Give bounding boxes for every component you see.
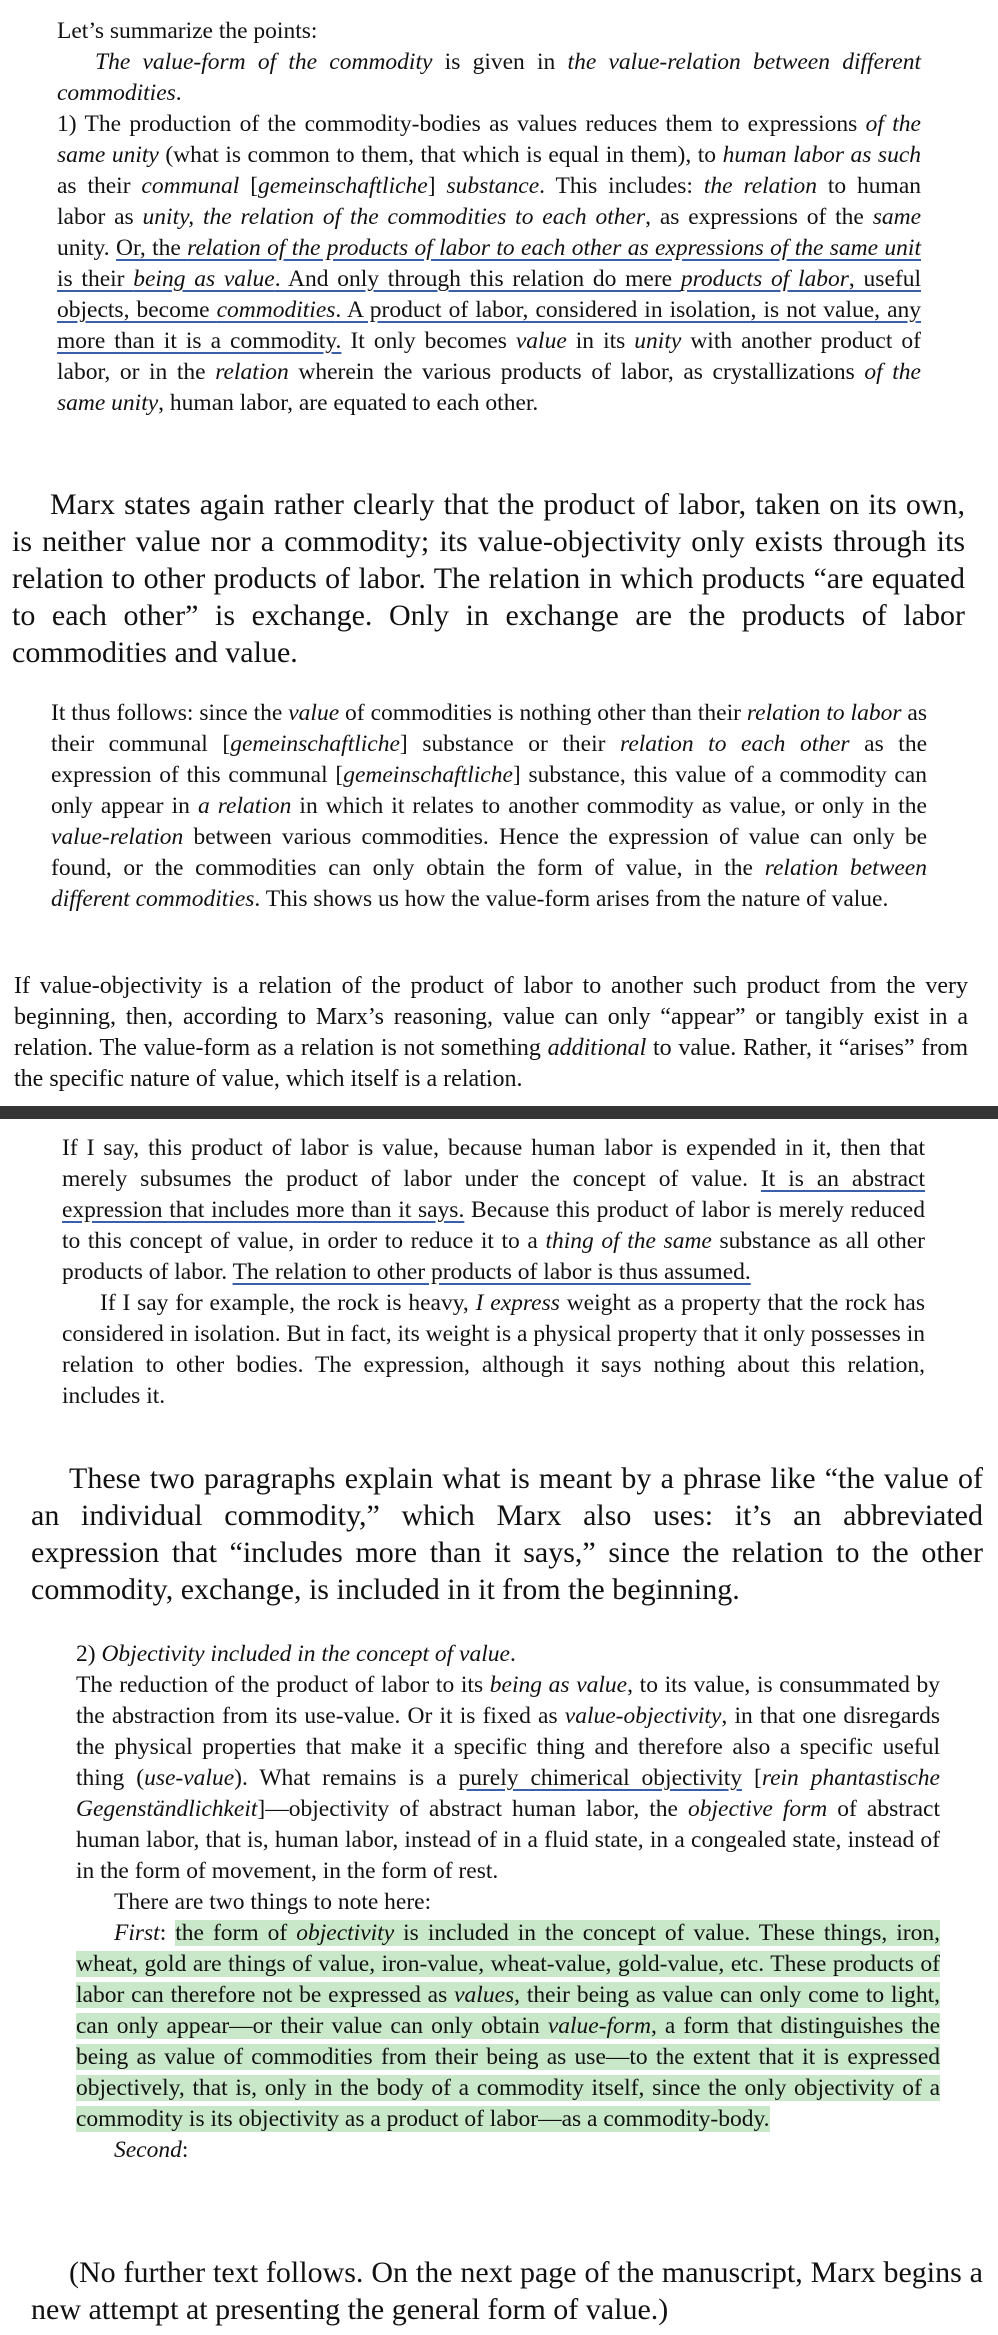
text-span: : (181, 2137, 189, 2163)
emphasis: gemeinschaftliche (343, 762, 513, 788)
emphasis: value-objectivity (564, 1703, 722, 1729)
text-span: weight as a property that the rock has considered in isolation. But in fact, its weight is a physical property that it only possesses in relation to other bodies. The expression, although it says nothing about this relation, includes it. (62, 1290, 926, 1409)
emphasis: of the same unity (57, 359, 921, 416)
page-separator (0, 1106, 998, 1119)
quote-lead (57, 47, 921, 109)
text-span: , useful objects, become (57, 266, 921, 323)
text-span: with another product of labor, or in the (57, 328, 921, 385)
text-span: the form of (175, 1920, 297, 1946)
text-span: as their communal [ (51, 700, 928, 757)
emphasis: value-form (547, 2013, 651, 2039)
text-span: wherein the various products of labor, as crystallizations (288, 359, 865, 385)
emphasis: values (454, 1982, 515, 2008)
emphasis: unity (634, 328, 682, 354)
emphasis: a relation (197, 793, 292, 819)
text-span: . A product of labor, considered in isolation, is not value, any more than it is a commodity. (57, 297, 922, 354)
emphasis: objectivity (296, 1920, 395, 1946)
emphasis: products of labor (680, 266, 849, 292)
text-span: It thus follows: since the (51, 700, 289, 726)
quote-lead-term: The value-form of the commodity (95, 49, 433, 75)
text-span: Because this product of labor is merely reduced to this concept of value, in order to reduce it to a (62, 1197, 925, 1254)
text-span: , human labor, are equated to each other. (158, 390, 539, 416)
text-span: as their (57, 173, 142, 199)
emphasis: human labor as such (722, 142, 921, 168)
quote-paragraph (76, 1918, 940, 2135)
text-span: [ (239, 173, 259, 199)
text-span: ). What remains is a (234, 1765, 459, 1791)
text-span: , a form that distinguishes the being as value of commodities from their being as use—to the extent that it is expressed objectively, that is, only in the body of a commodity itself, since the only objectivity of a commodity is its objectivity as a product of labor—as a commodity-body. (76, 2013, 941, 2132)
text-span: to value. Rather, it “arises” from the specific nature of value, which itself is a relation. (14, 1035, 968, 1092)
quote-paragraph (51, 698, 927, 915)
text-span: as the expression of this communal [ (51, 731, 927, 788)
emphasis: same (872, 204, 921, 230)
text-span: 1) The production of the commodity-bodies as values reduces them to expressions (57, 111, 866, 137)
quote-paragraph (62, 1133, 925, 1288)
text-span: . And only through this relation do mere (274, 266, 681, 292)
emphasis: unity, the relation of the commodities to each other (142, 204, 646, 230)
emphasis: the relation (703, 173, 817, 199)
quote-lead-term: the value-relation between different commodities (57, 49, 921, 106)
section-heading (76, 1639, 940, 1670)
underlined-passage: purely chimerical objectivity (458, 1765, 743, 1791)
text-span: Or, the (116, 235, 188, 261)
commentary-3: These two paragraphs explain what is meant by a phrase like “the value of an individual commodity,” which Marx also uses: it’s an abbreviated expression that “includes more than it says,” since the relation to the other commodity, exchange, is included in it from the beginning. (31, 1462, 983, 1606)
emphasis: use-value (144, 1765, 235, 1791)
text-span: : (159, 1920, 176, 1946)
emphasis: gemeinschaftliche (230, 731, 400, 757)
emphasis: communal (141, 173, 240, 199)
quote-paragraph (76, 1670, 940, 1887)
text-span: It only becomes (341, 328, 516, 354)
quote-intro: Let’s summarize the points: (57, 18, 318, 44)
text-span: , to its value, is consummated by the abstraction from its use-value. Or it is fixed as (76, 1672, 940, 1729)
emphasis: gemeinschaftliche (258, 173, 428, 199)
text-span: . (509, 1641, 516, 1667)
text-span: , as expressions of the (645, 204, 873, 230)
text-span: 2) (76, 1641, 102, 1667)
text-span: substance as all other products of labor. (62, 1228, 926, 1285)
text-span: to human labor as (57, 173, 922, 230)
emphasis: rein phantastische Gegenständlichkeit (76, 1765, 940, 1822)
emphasis: I express (475, 1290, 560, 1316)
text-span: is included in the concept of value. These things, iron, wheat, gold are things of value, iron-value, wheat-value, gold-value, etc. These products of labor can therefore not be expressed as (76, 1920, 940, 2008)
text-span: of abstract human labor, that is, human labor, instead of in a fluid state, in a congealed state, instead of in the form of movement, in the form of rest. (76, 1796, 940, 1884)
emphasis: relation of the products of labor to each other as expressions of the same unit (187, 235, 921, 261)
quote-block-1 (57, 16, 921, 419)
emphasis: of the same unity (57, 111, 921, 168)
quote-block-4 (76, 1639, 940, 2166)
text-span: . This shows us how the value-form arises from the nature of value. (254, 886, 889, 912)
commentary-paragraph (14, 971, 968, 1095)
text-span: If value-objectivity is a relation of the product of labor to another such product from the very beginning, then, according to Marx’s reasoning, value can only “appear” or tangibly exist in a relation. The value-form as a relation is not something (14, 973, 968, 1061)
quote-lead-text: is given in (432, 49, 568, 75)
text-span: If I say, this product of labor is value, because human labor is expended in it, then that merely subsumes the product of labor under the concept of value. (62, 1135, 925, 1192)
text-span: [ (742, 1765, 762, 1791)
emphasis: Second (114, 2137, 182, 2163)
emphasis: additional (547, 1035, 647, 1061)
emphasis: value (288, 700, 340, 726)
text-span: , in that one disregards the physical properties that make it a specific thing and therefore also a specific useful thing ( (76, 1703, 941, 1791)
emphasis: relation (215, 359, 289, 385)
commentary-2 (14, 971, 968, 1095)
text-span: . This includes: (539, 173, 704, 199)
emphasis: being as value (489, 1672, 628, 1698)
text-span: ] (427, 173, 447, 199)
emphasis: First (114, 1920, 160, 1946)
quote-paragraph (76, 2135, 940, 2166)
highlighted-passage (76, 1920, 940, 2132)
text-span: The reduction of the product of labor to its (76, 1672, 490, 1698)
quote-point-1 (57, 109, 921, 419)
text-span: is their (57, 266, 134, 292)
quote-paragraph: There are two things to note here: (114, 1889, 432, 1915)
quote-block-2 (51, 698, 927, 915)
text-span: in which it relates to another commodity as value, or only in the (291, 793, 927, 819)
commentary-1: Marx states again rather clearly that the product of labor, taken on its own, is neither value nor a commodity; its value-objectivity only exists through its relation to other products of labor. The relation in which products “are equated to each other” is exchange. Only in exchange are the products of labor commodities and value. (12, 488, 965, 669)
emphasis: thing of the same (545, 1228, 712, 1254)
emphasis: substance (446, 173, 540, 199)
text-span: between various commodities. Hence the expression of value can only be found, or the commodities can only obtain the form of value, in the (51, 824, 927, 881)
text-span: , their being as value can only come to light, can only appear—or their value can only obtain (76, 1982, 940, 2039)
commentary-4: (No further text follows. On the next page of the manuscript, Marx begins a new attempt at presenting the general form of value.) (31, 2256, 983, 2326)
underlined-passage: The relation to other products of labor is thus assumed. (232, 1259, 751, 1285)
text-span: unity. (57, 235, 117, 261)
emphasis: value (515, 328, 567, 354)
quote-paragraph (62, 1288, 925, 1412)
emphasis: objective form (688, 1796, 828, 1822)
quote-block-3 (62, 1133, 925, 1412)
text-span: (what is common to them, that which is equal in them), to (158, 142, 723, 168)
emphasis: Objectivity included in the concept of value (101, 1641, 510, 1667)
emphasis: relation to labor (746, 700, 902, 726)
text-span: ]—objectivity of abstract human labor, the (257, 1796, 689, 1822)
emphasis: relation between different commodities (51, 855, 927, 912)
text-span: in its (566, 328, 635, 354)
emphasis: relation to each other (620, 731, 850, 757)
text-span: ] substance or their (399, 731, 621, 757)
text-span: of commodities is nothing other than their (339, 700, 747, 726)
emphasis: value-relation (51, 824, 184, 850)
emphasis: being as value (133, 266, 275, 292)
text-span: If I say for example, the rock is heavy, (100, 1290, 476, 1316)
underlined-passage: It is an abstract expression that includes more than it says. (62, 1166, 926, 1223)
emphasis: commodities (216, 297, 336, 323)
quote-lead-text: . (175, 80, 182, 106)
text-span: ] substance, this value of a commodity can only appear in (51, 762, 927, 819)
